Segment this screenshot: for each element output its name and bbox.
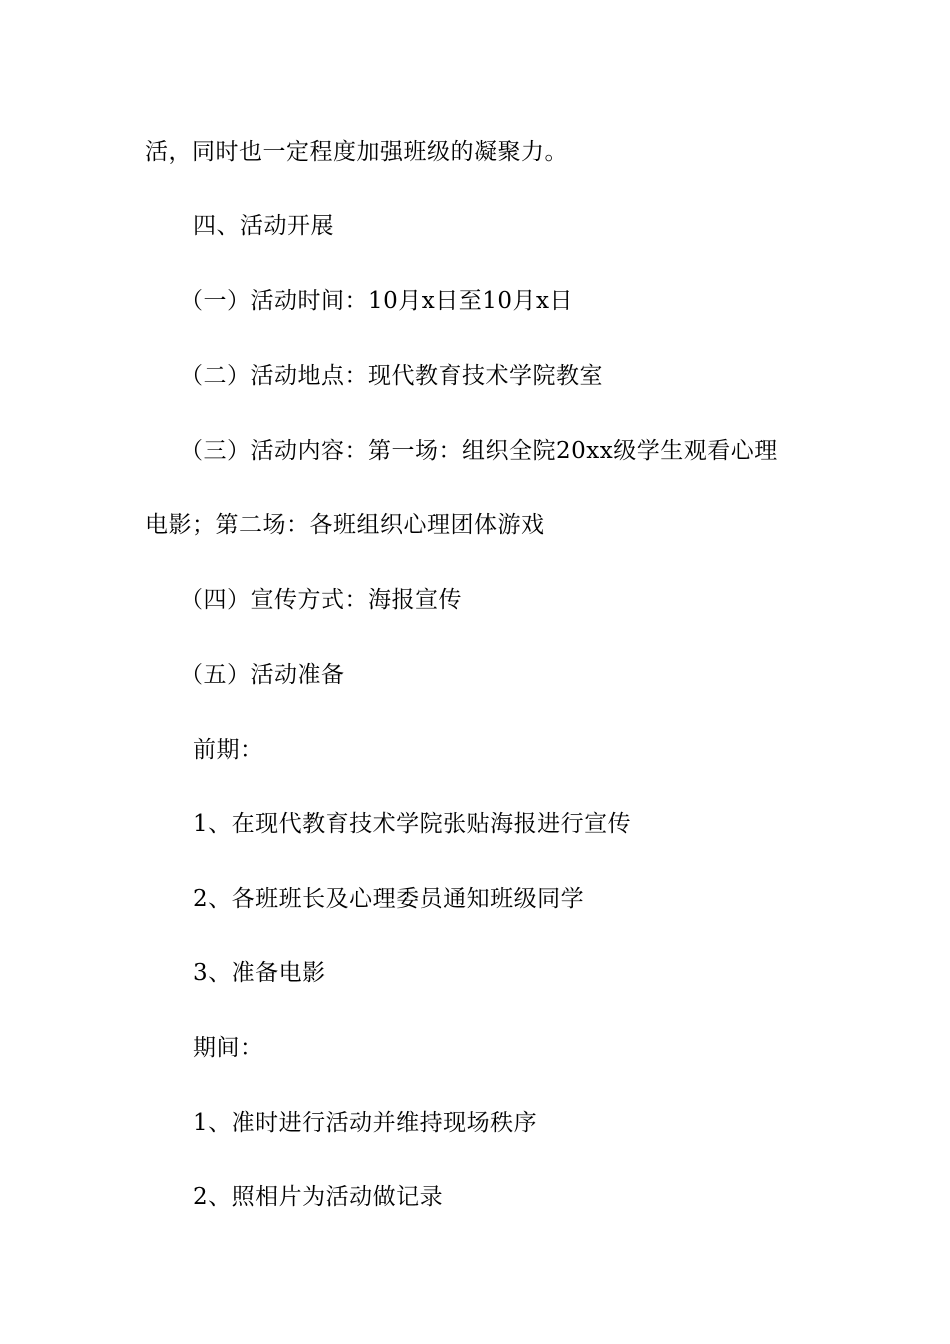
item-activity-time: （一）活动时间：10月x日至10月x日 (180, 288, 573, 314)
section-heading-activity: 四、活动开展 (193, 213, 334, 239)
list-item-during-1: 1、准时进行活动并维持现场秩序 (193, 1110, 538, 1136)
item-activity-preparation: （五）活动准备 (180, 662, 345, 688)
paragraph-continuation: 活，同时也一定程度加强班级的凝聚力。 (145, 139, 568, 165)
item-activity-content-continued: 电影；第二场：各班组织心理团体游戏 (145, 512, 545, 538)
list-item-during-2: 2、照相片为活动做记录 (193, 1184, 444, 1210)
item-activity-location: （二）活动地点：现代教育技术学院教室 (180, 363, 603, 389)
list-item-before-1: 1、在现代教育技术学院张贴海报进行宣传 (193, 811, 632, 837)
item-promotion-method: （四）宣传方式：海报宣传 (180, 587, 462, 613)
list-item-before-2: 2、各班班长及心理委员通知班级同学 (193, 886, 585, 912)
phase-heading-during: 期间： (193, 1035, 264, 1061)
item-activity-content: （三）活动内容：第一场：组织全院20xx级学生观看心理 (180, 438, 778, 464)
list-item-before-3: 3、准备电影 (193, 960, 326, 986)
phase-heading-before: 前期： (193, 737, 264, 763)
